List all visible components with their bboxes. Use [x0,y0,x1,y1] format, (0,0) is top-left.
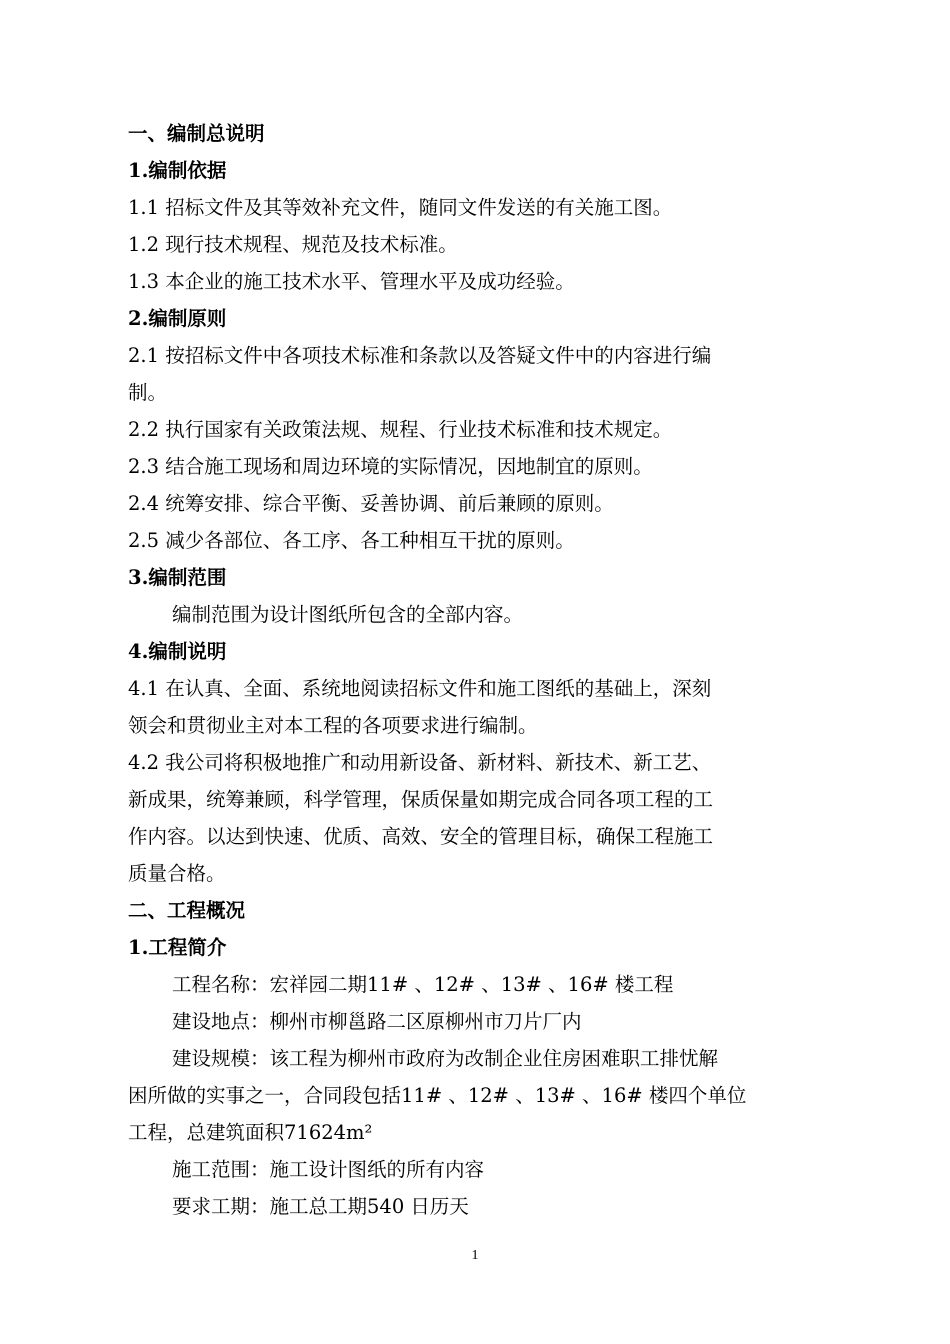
section-heading: 二、工程概况 [128,899,246,922]
paragraph-line: 领会和贯彻业主对本工程的各项要求进行编制。 [128,714,538,737]
subsection-heading: 1.工程简介 [128,936,227,959]
subsection-heading: 1.编制依据 [128,159,227,182]
paragraph-line: 新成果，统筹兼顾，科学管理，保质保量如期完成合同各项工程的工 [128,788,714,811]
page-number: 1 [471,1248,479,1263]
paragraph-line: 4.2 我公司将积极地推广和动用新设备、新材料、新技术、新工艺、 [128,751,712,774]
subsection-heading: 2.编制原则 [128,307,227,330]
paragraph-line: 质量合格。 [128,862,226,885]
paragraph-line: 4.1 在认真、全面、系统地阅读招标文件和施工图纸的基础上，深刻 [128,677,712,700]
subsection-heading: 4.编制说明 [128,640,227,663]
paragraph-line: 1.1 招标文件及其等效补充文件，随同文件发送的有关施工图。 [128,196,673,219]
paragraph-line: 困所做的实事之一，合同段包括11# 、12# 、13# 、16# 楼四个单位 [128,1084,747,1107]
paragraph-line: 2.4 统筹安排、综合平衡、妥善协调、前后兼顾的原则。 [128,492,614,515]
paragraph-line: 1.2 现行技术规程、规范及技术标准。 [128,233,458,256]
paragraph-line: 2.1 按招标文件中各项技术标准和条款以及答疑文件中的内容进行编 [128,344,712,367]
paragraph-line: 建设地点：柳州市柳邕路二区原柳州市刀片厂内 [172,1010,582,1033]
paragraph-line: 2.5 减少各部位、各工序、各工种相互干扰的原则。 [128,529,575,552]
paragraph-line: 制。 [128,381,168,404]
paragraph-line: 要求工期：施工总工期540 日历天 [172,1195,469,1218]
paragraph-line: 编制范围为设计图纸所包含的全部内容。 [172,603,524,626]
subsection-heading: 3.编制范围 [128,566,227,589]
section-heading: 一、编制总说明 [128,122,265,145]
paragraph-line: 建设规模：该工程为柳州市政府为改制企业住房困难职工排忧解 [172,1047,719,1070]
paragraph-line: 作内容。以达到快速、优质、高效、安全的管理目标，确保工程施工 [128,825,714,848]
paragraph-line: 2.2 执行国家有关政策法规、规程、行业技术标准和技术规定。 [128,418,673,441]
paragraph-line: 2.3 结合施工现场和周边环境的实际情况，因地制宜的原则。 [128,455,653,478]
paragraph-line: 工程，总建筑面积71624m² [128,1121,373,1144]
paragraph-line: 1.3 本企业的施工技术水平、管理水平及成功经验。 [128,270,575,293]
paragraph-line: 工程名称：宏祥园二期11# 、12# 、13# 、16# 楼工程 [172,973,674,996]
paragraph-line: 施工范围：施工设计图纸的所有内容 [172,1158,485,1181]
